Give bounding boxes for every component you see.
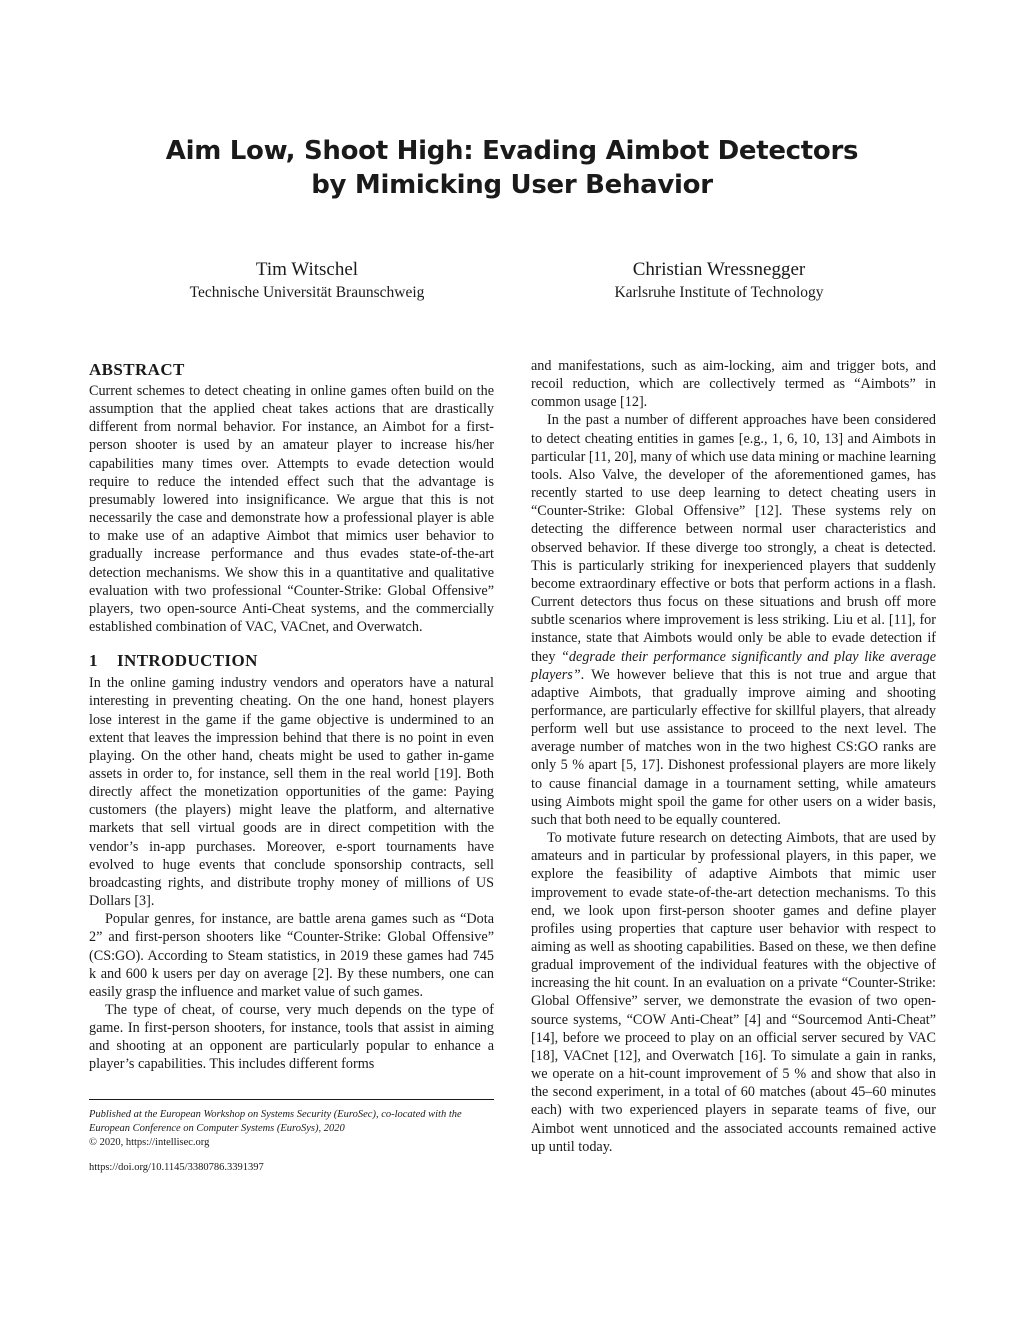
introduction-heading [89,650,494,672]
abstract-text: Current schemes to detect cheating in online games often build on the assumption that the applied cheat takes actions that are drastically different from normal behavior. For instance, an Aimbot for a first-person shooter is used by an amateur player to increase his/her capabilities many times over. Attempts to evade detection would require to reduce the intended effect such that the advantage is presumably lowered into insignificance. We argue that this is not necessarily the case and demonstrate how a professional player is able to make use of an adaptive Aimbot that mimics user behavior to gradually increase performance and thus evades state-of-the-art detection mechanisms. We show this in a quantitative and qualitative evaluation with two professional “Counter-Strike: Global Offensive” players, two open-source Anti-Cheat systems, and the commercially established combination of VAC, VACnet, and Overwatch. [89,383,494,636]
footnote-copyright: © 2020, https://intellisec.org [89,1137,210,1148]
author-block-1 [107,258,507,303]
intro-paragraph-5: To motivate future research on detecting Aimbots, that are used by amateurs and in particular by professional players, in this paper, we explore the feasibility of adaptive Aimbots that mimic user improvement to evade state-of-the-art detection mechanisms. To this end, we look upon first-person shooter games and define player profiles using properties that capture user behavior with respect to aiming as well as shooting capabilities. Based on these, we then define gradual improvement of the individual features with the objective of increasing the hit count. In an evaluation on a private “Counter-Strike: Global Offensive” server, we demonstrate the evasion of two open-source systems, “COW Anti-Cheat” [4] and “Sourcemod Anti-Cheat” [14], before we proceed to play on an official server secured by VAC [18], VACnet [12], and Overwatch [16]. To simulate a gain in ranks, we operate on a hit-count improvement of 5 % and show that also in the second experiment, in a total of 60 matches (about 45–60 minutes each) with two experienced players in separate teams of five, our Aimbot went unnoticed and the associated accounts remained active up until today. [531,830,936,1155]
author-name: Christian Wressnegger [632,259,806,280]
footnote-publication: Published at the European Workshop on Systems Security (EuroSec), co-located with the European Conference on Computer Systems (EuroSys), 2020 [89,1109,462,1134]
intro-paragraph-3-continued: and manifestations, such as aim-locking, aim and trigger bots, and recoil reduction, which are collectively termed as “Aimbots” in common usage [12]. [531,358,936,411]
intro-paragraph-1: In the online gaming industry vendors and operators have a natural interesting in preventing cheating. On the one hand, honest players lose interest in the game if the game objective is undermined to an extent that leaves the impression behind that there is no point in even playing. On the other hand, cheats might be used to gather in-game assets in order to, for instance, sell them in the real world [19]. Both directly affect the monetization opportunities of the game: Paying customers (the players) might leave the platform, and alternative markets that sell virtual goods are in direct competition with the vendor’s in-app purchases. Moreover, e-sport tournaments have evolved to huge events that conclude sponsorship contracts, sell broadcasting rights, and distribute trophy money of millions of US Dollars [3]. [89,675,494,910]
doi-link[interactable]: https://doi.org/10.1145/3380786.3391397 [89,1162,264,1173]
section-number: 1 [89,651,98,671]
author-affiliation: Technische Universität Braunschweig [189,284,425,301]
author-affiliation: Karlsruhe Institute of Technology [614,284,824,301]
paper-title-line-1: Aim Low, Shoot High: Evading Aimbot Detectors [165,136,859,166]
right-column [531,357,936,1156]
abstract-heading: ABSTRACT [89,360,185,379]
footnote-divider [89,1099,494,1100]
intro-paragraph-3: The type of cheat, of course, very much depends on the type of game. In first-person shooters, for instance, tools that assist in aiming and shooting at an opponent are particularly popular to enhance a player’s capabilities. This includes different forms [89,1002,494,1073]
author-block-2 [519,258,919,303]
paragraph-text: In the past a number of different approaches have been considered to detect cheating entities in games [e.g., 1, 6, 10, 13] and Aimbots in particular [11, 20], many of which use data mining or machine learning tools. Also Valve, the developer of the aforementioned games, has recently started to use deep learning to detect cheating users in “Counter-Strike: Global Offensive” [12]. These systems rely on detecting the difference between normal user characteristics and observed behavior. If these diverge too strongly, a cheat is detected. This is particularly striking for inexperienced players that suddenly become extraordinary effective or bots that perform actions in a flash. Current detectors thus focus on these situations and brush off more subtle scenarios where improvement is less striking. Liu et al. [11], for instance, state that Aimbots would only be able to evade detection if they [531,412,936,665]
quoted-text: “degrade their performance significantly and play like average players” [531,648,936,683]
footnote [89,1099,494,1175]
author-name: Tim Witschel [255,259,359,280]
section-title: INTRODUCTION [117,651,258,671]
paragraph-text: . We however believe that this is not true and argue that adaptive Aimbots, that gradually improve aiming and shooting performance, are particularly effective for skillful players, that already perform well but use assistance to proceed to the next level. The average number of matches won in the two highest CS:GO ranks are only 5 % apart [5, 17]. Dishonest professional players are more likely to cause financial damage in a tournament setting, while amateurs using Aimbots might spoil the game for other users on a wider basis, such that both need to be equally countered. [531,666,936,828]
left-column [89,357,494,1074]
intro-paragraph-2: Popular genres, for instance, are battle arena games such as “Dota 2” and first-person shooters like “Counter-Strike: Global Offensive” (CS:GO). According to Steam statistics, in 2019 these games had 745 k and 600 k users per day on average [2]. By these numbers, one can easily grasp the influence and market value of such games. [89,911,494,1000]
paper-title [92,134,932,202]
intro-paragraph-4 [531,411,936,829]
paper-title-line-2: by Mimicking User Behavior [311,170,713,200]
